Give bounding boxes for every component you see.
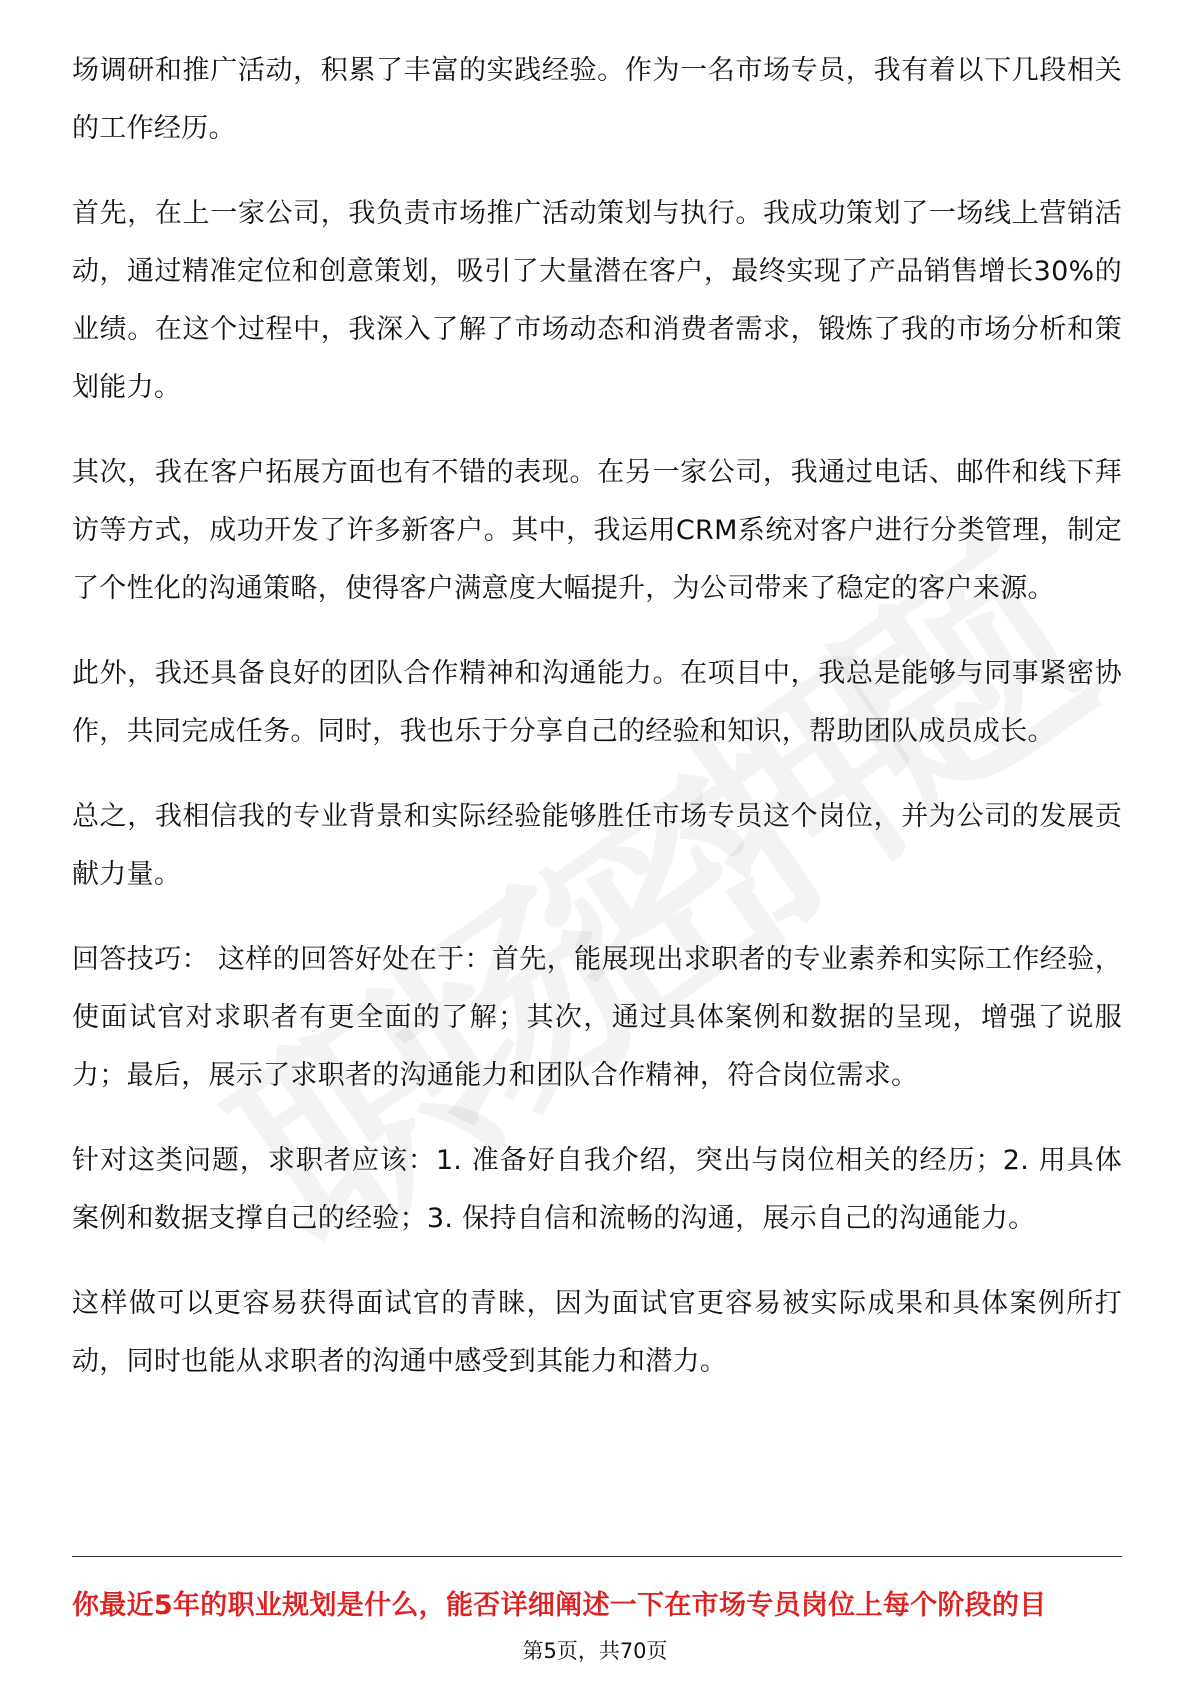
page-number: 第5页，共70页 bbox=[522, 1639, 668, 1663]
paragraph-benefit: 这样做可以更容易获得面试官的青睐，因为面试官更容易被实际成果和具体案例所打动，同时也能从求职者的沟通中感受到其能力和潜力。 bbox=[72, 1288, 1122, 1377]
paragraph-conclusion: 总之，我相信我的专业背景和实际经验能够胜任市场专员这个岗位，并为公司的发展贡献力量。 bbox=[72, 801, 1122, 890]
paragraph-teamwork: 此外，我还具备良好的团队合作精神和沟通能力。在项目中，我总是能够与同事紧密协作，共同完成任务。同时，我也乐于分享自己的经验和知识，帮助团队成员成长。 bbox=[72, 658, 1122, 747]
paragraph-client-development: 其次，我在客户拓展方面也有不错的表现。在另一家公司，我通过电话、邮件和线下拜访等方式，成功开发了许多新客户。其中，我运用CRM系统对客户进行分类管理，制定了个性化的沟通策略，使得客户满意度大幅提升，为公司带来了稳定的客户来源。 bbox=[72, 457, 1122, 604]
paragraph-recommendations: 针对这类问题，求职者应该：1. 准备好自我介绍，突出与岗位相关的经历；2. 用具体案例和数据支撑自己的经验；3. 保持自信和流畅的沟通，展示自己的沟通能力。 bbox=[72, 1145, 1122, 1234]
section-divider bbox=[72, 1556, 1122, 1557]
paragraph-answer-tips: 回答技巧： 这样的回答好处在于：首先，能展现出求职者的专业素养和实际工作经验，使面试官对求职者有更全面的了解；其次，通过具体案例和数据的呈现，增强了说服力；最后，展示了求职者的沟通能力和团队合作精神，符合岗位需求。 bbox=[72, 944, 1122, 1091]
body-text bbox=[72, 42, 1122, 1418]
paragraph-first-job: 首先，在上一家公司，我负责市场推广活动策划与执行。我成功策划了一场线上营销活动，通过精准定位和创意策划，吸引了大量潜在客户，最终实现了产品销售增长30%的业绩。在这个过程中，我深入了解了市场动态和消费者需求，锻炼了我的市场分析和策划能力。 bbox=[72, 198, 1122, 403]
next-question-heading: 你最近5年的职业规划是什么，能否详细阐述一下在市场专员岗位上每个阶段的目 bbox=[72, 1590, 1047, 1621]
paragraph-experience-intro: 场调研和推广活动，积累了丰富的实践经验。作为一名市场专员，我有着以下几段相关的工作经历。 bbox=[72, 55, 1122, 144]
